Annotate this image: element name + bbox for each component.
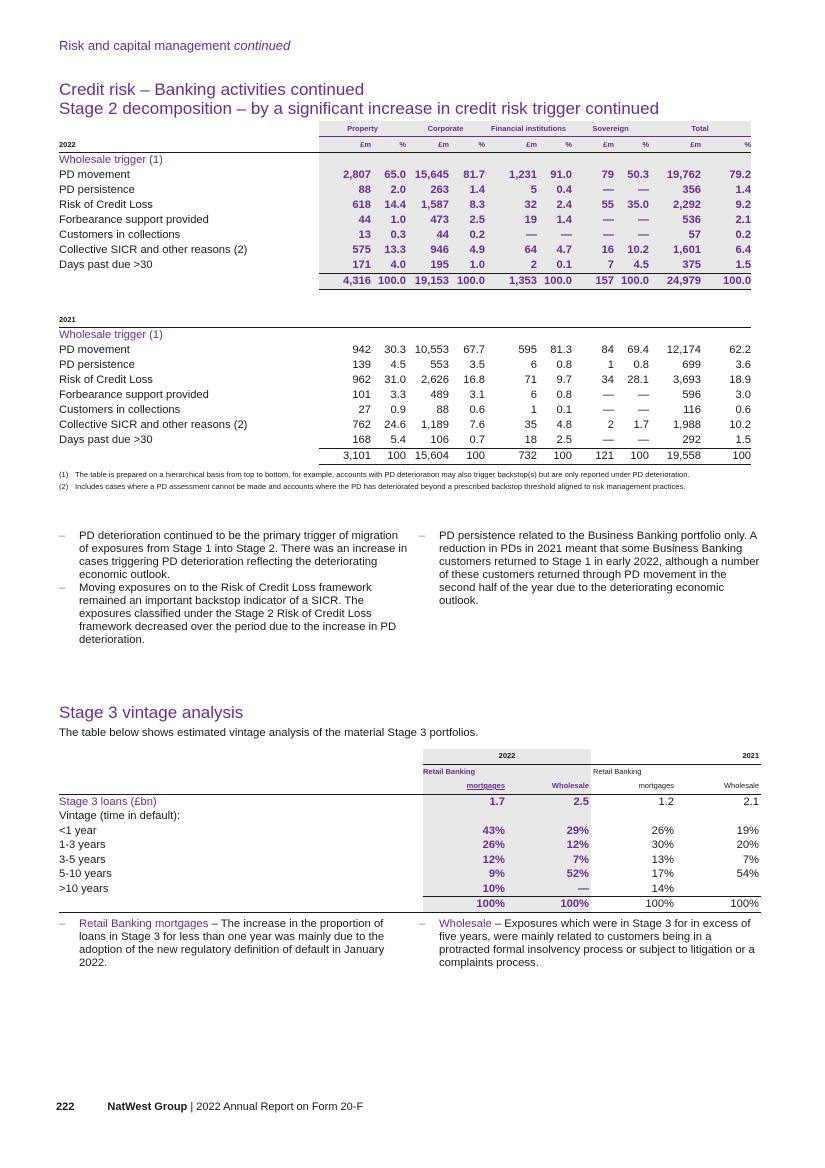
cell: 0.2 bbox=[701, 228, 751, 243]
table-row bbox=[59, 198, 751, 213]
total-cell: 3,101 bbox=[319, 449, 371, 465]
col-header-rbm-2021: Retail Banking mortgages bbox=[593, 766, 674, 790]
cell: 32 bbox=[485, 198, 537, 213]
cell: 1 bbox=[530, 404, 537, 416]
group-header-financial-institutions: Financial institutions bbox=[485, 121, 572, 137]
cell: 14% bbox=[651, 882, 674, 895]
unit-header: % bbox=[701, 137, 751, 153]
total-cell: 100 bbox=[701, 449, 751, 465]
cell: 30% bbox=[651, 839, 674, 851]
table-row bbox=[59, 853, 761, 868]
cell: 12% bbox=[507, 838, 591, 853]
cell: — bbox=[602, 404, 614, 416]
footnotes bbox=[59, 470, 759, 494]
cell: 43% bbox=[423, 824, 507, 839]
bullet-item: – PD deterioration continued to be the primary trigger of migration of exposures from Stage 1 into Stage 2. There was an increase in cases triggering PD deterioration reflecting the deteriorating economic outlook. bbox=[59, 530, 408, 581]
cell: 2.0 bbox=[371, 183, 406, 198]
cell: 2.5 bbox=[556, 434, 572, 446]
cell: 171 bbox=[319, 258, 371, 274]
year-header-2021: 2021 bbox=[591, 749, 761, 764]
cell: 1,988 bbox=[673, 419, 701, 431]
cell: 1,231 bbox=[485, 168, 537, 183]
cell: 2,807 bbox=[319, 168, 371, 183]
cell: 116 bbox=[683, 404, 701, 416]
cell: 16 bbox=[572, 243, 614, 258]
total-cell: 100.0 bbox=[701, 274, 751, 290]
cell: 10.2 bbox=[729, 419, 752, 431]
section-label: Wholesale trigger (1) bbox=[59, 154, 163, 166]
cell: 4.5 bbox=[390, 359, 406, 371]
cell: 15,645 bbox=[406, 168, 449, 183]
cell: 0.9 bbox=[390, 404, 406, 416]
title-block bbox=[59, 80, 759, 118]
cell: 69.4 bbox=[627, 344, 649, 356]
unit-header: £m bbox=[319, 137, 371, 153]
cell: 596 bbox=[682, 389, 701, 401]
total-cell: 100 bbox=[371, 449, 406, 465]
row-label: Collective SICR and other reasons (2) bbox=[59, 244, 248, 256]
table-2021 bbox=[59, 312, 751, 465]
table-row bbox=[59, 433, 751, 449]
col-header-wholesale-2021: Wholesale bbox=[723, 781, 759, 790]
vintage-label: Vintage (time in default): bbox=[59, 810, 181, 822]
commentary-left bbox=[59, 530, 409, 647]
cell: 1.4 bbox=[449, 183, 485, 198]
cell: 91.0 bbox=[537, 168, 572, 183]
table-row bbox=[59, 243, 751, 258]
row-label: <1 year bbox=[59, 824, 97, 837]
cell: 50.3 bbox=[614, 168, 649, 183]
cell: 84 bbox=[601, 344, 614, 356]
row-label: Customers in collections bbox=[59, 229, 181, 241]
section-header: Risk and capital management continued bbox=[59, 38, 291, 53]
cell: 10,553 bbox=[414, 344, 449, 356]
row-label: Forbearance support provided bbox=[59, 214, 209, 226]
total-cell: 100 bbox=[449, 449, 485, 465]
cell: 3.6 bbox=[735, 359, 752, 371]
total-cell: 121 bbox=[572, 449, 614, 465]
table-row bbox=[59, 228, 751, 243]
cell: 79 bbox=[572, 168, 614, 183]
total-cell: 100 bbox=[614, 449, 649, 465]
cell: 0.3 bbox=[371, 228, 406, 243]
cell: 2.4 bbox=[537, 198, 572, 213]
page-footer bbox=[56, 1101, 363, 1113]
page-number: 222 bbox=[56, 1101, 75, 1113]
cell: 536 bbox=[649, 213, 701, 228]
cell: 34 bbox=[601, 374, 614, 386]
group-header-total: Total bbox=[649, 121, 751, 137]
total-cell: 157 bbox=[572, 274, 614, 290]
year-label: 2021 bbox=[59, 312, 751, 328]
table-row bbox=[59, 373, 751, 388]
cell: 2 bbox=[485, 258, 537, 274]
cell: 4.9 bbox=[449, 243, 485, 258]
cell: 0.1 bbox=[556, 404, 572, 416]
cell: 2,292 bbox=[649, 198, 701, 213]
cell: 7 bbox=[572, 258, 614, 274]
cell: 14.4 bbox=[371, 198, 406, 213]
table-row bbox=[59, 358, 751, 373]
total-cell: 732 bbox=[485, 449, 537, 465]
loans-label: Stage 3 loans (£bn) bbox=[59, 795, 157, 808]
report-title: | 2022 Annual Report on Form 20-F bbox=[187, 1101, 364, 1113]
total-cell: 100.0 bbox=[614, 274, 649, 290]
unit-header: £m bbox=[572, 137, 614, 153]
cell: 67.7 bbox=[463, 344, 485, 356]
cell: 71 bbox=[524, 374, 537, 386]
unit-header: £m bbox=[649, 137, 701, 153]
cell: — bbox=[614, 228, 649, 243]
cell: 88 bbox=[436, 404, 449, 416]
cell: 1.2 bbox=[658, 795, 674, 808]
cell: 0.6 bbox=[735, 404, 752, 416]
cell: 9.7 bbox=[556, 374, 572, 386]
cell: 79.2 bbox=[701, 168, 751, 183]
total-cell: 100% bbox=[645, 898, 674, 910]
table-row bbox=[59, 838, 761, 853]
cell: 27 bbox=[358, 404, 371, 416]
total-cell: 100.0 bbox=[449, 274, 485, 290]
cell: 30.3 bbox=[384, 344, 406, 356]
cell: — bbox=[602, 389, 614, 401]
cell: 4.0 bbox=[371, 258, 406, 274]
cell: 5 bbox=[485, 183, 537, 198]
footnote: (1) The table is prepared on a hierarchical basis from top to bottom, for example, accounts with PD deterioration may also trigger backstop(s) but are only reported under PD deterioration. bbox=[59, 470, 690, 479]
cell: 1.0 bbox=[449, 258, 485, 274]
total-row bbox=[59, 274, 751, 290]
unit-header: £m bbox=[406, 137, 449, 153]
cell: 64 bbox=[485, 243, 537, 258]
cell: 19,762 bbox=[649, 168, 701, 183]
cell: 19 bbox=[485, 213, 537, 228]
row-label: Collective SICR and other reasons (2) bbox=[59, 419, 248, 431]
cell: 2 bbox=[607, 419, 614, 431]
table-row bbox=[59, 403, 751, 418]
cell: — bbox=[602, 434, 614, 446]
cell: 12,174 bbox=[666, 344, 701, 356]
cell: 2,626 bbox=[421, 374, 449, 386]
cell: 19% bbox=[736, 824, 759, 837]
bullet-item: – Retail Banking mortgages – The increase in the proportion of loans in Stage 3 for less than one year was mainly due to the adoption of the new regulatory definition of default in January 2022. bbox=[59, 918, 385, 969]
cell: 10% bbox=[423, 882, 507, 897]
cell: 1 bbox=[607, 359, 614, 371]
cell: 2.5 bbox=[507, 794, 591, 809]
cell: 0.4 bbox=[537, 183, 572, 198]
cell: 1.5 bbox=[701, 258, 751, 274]
col-header-wholesale-2022: Wholesale bbox=[507, 764, 591, 794]
cell: 1.7 bbox=[423, 794, 507, 809]
total-cell: 4,316 bbox=[319, 274, 371, 290]
cell: 31.0 bbox=[384, 374, 406, 386]
row-label: PD persistence bbox=[59, 184, 135, 196]
cell: 195 bbox=[406, 258, 449, 274]
cell: 575 bbox=[319, 243, 371, 258]
cell: 292 bbox=[682, 434, 701, 446]
row-label: PD movement bbox=[59, 344, 130, 356]
unit-header: % bbox=[614, 137, 649, 153]
cell: 139 bbox=[352, 359, 371, 371]
cell: 7% bbox=[742, 853, 759, 866]
group-header-property: Property bbox=[319, 121, 406, 137]
cell: 52% bbox=[507, 867, 591, 882]
cell: 81.3 bbox=[550, 344, 572, 356]
stage3-intro: The table below shows estimated vintage analysis of the material Stage 3 portfolios. bbox=[59, 727, 479, 739]
year-label: 2022 bbox=[59, 137, 319, 153]
cell: 24.6 bbox=[384, 419, 406, 431]
cell: — bbox=[507, 882, 591, 897]
cell: 44 bbox=[319, 213, 371, 228]
cell: 762 bbox=[352, 419, 371, 431]
year-header-2022: 2022 bbox=[423, 749, 591, 764]
table-2022 bbox=[59, 121, 751, 290]
table-row bbox=[59, 867, 761, 882]
brand-name: NatWest Group bbox=[107, 1101, 188, 1113]
cell: 6 bbox=[530, 359, 537, 371]
row-label: Forbearance support provided bbox=[59, 389, 209, 401]
cell: 1.0 bbox=[371, 213, 406, 228]
cell: 3,693 bbox=[673, 374, 701, 386]
table-row bbox=[59, 183, 751, 198]
table-row bbox=[59, 213, 751, 228]
vintage-commentary-left bbox=[59, 918, 409, 970]
unit-header: % bbox=[371, 137, 406, 153]
cell: — bbox=[614, 213, 649, 228]
col-header-rbm-2022: Retail Banking mortgages bbox=[423, 764, 507, 794]
cell: 618 bbox=[319, 198, 371, 213]
cell: 6.4 bbox=[701, 243, 751, 258]
cell: 962 bbox=[352, 374, 371, 386]
total-cell: 1,353 bbox=[485, 274, 537, 290]
vintage-commentary-right bbox=[419, 918, 764, 970]
cell: — bbox=[572, 213, 614, 228]
cell: 35 bbox=[524, 419, 537, 431]
cell bbox=[676, 882, 761, 897]
cell: 1.4 bbox=[537, 213, 572, 228]
total-cell: 100 bbox=[537, 449, 572, 465]
cell: 20% bbox=[736, 839, 759, 851]
page-subtitle: Stage 2 decomposition – by a significant increase in credit risk trigger continued bbox=[59, 99, 660, 118]
cell: 0.8 bbox=[633, 359, 649, 371]
table-row bbox=[59, 882, 761, 897]
cell: — bbox=[637, 389, 649, 401]
total-cell: 15,604 bbox=[406, 449, 449, 465]
cell: 1.4 bbox=[701, 183, 751, 198]
cell: 2.1 bbox=[743, 795, 759, 808]
cell: — bbox=[572, 183, 614, 198]
cell: 2.5 bbox=[449, 213, 485, 228]
row-label: Risk of Credit Loss bbox=[59, 199, 153, 211]
cell: 0.8 bbox=[556, 359, 572, 371]
cell: 5.4 bbox=[390, 434, 406, 446]
row-label: PD persistence bbox=[59, 359, 135, 371]
cell: 1.5 bbox=[735, 434, 752, 446]
cell: — bbox=[485, 228, 537, 243]
cell: 0.8 bbox=[556, 389, 572, 401]
cell: 13% bbox=[651, 853, 674, 866]
cell: 0.1 bbox=[537, 258, 572, 274]
cell: 7.6 bbox=[469, 419, 485, 431]
commentary-right bbox=[419, 530, 764, 608]
table-row bbox=[59, 258, 751, 274]
cell: 1,587 bbox=[406, 198, 449, 213]
cell: 54% bbox=[736, 868, 759, 880]
total-cell: 19,153 bbox=[406, 274, 449, 290]
cell: 44 bbox=[406, 228, 449, 243]
cell: 4.7 bbox=[537, 243, 572, 258]
cell: 3.1 bbox=[469, 389, 485, 401]
cell: 1.7 bbox=[633, 419, 649, 431]
cell: 88 bbox=[319, 183, 371, 198]
row-label: Days past due >30 bbox=[59, 434, 153, 447]
cell: 0.6 bbox=[469, 404, 485, 416]
total-cell: 24,979 bbox=[649, 274, 701, 290]
footnote: (2) Includes cases where a PD assessment cannot be made and accounts where the PD has deteriorated beyond a prescribed backstop threshold aligned to risk management practices. bbox=[59, 482, 686, 491]
cell: 6 bbox=[530, 389, 537, 401]
cell: 18.9 bbox=[729, 374, 752, 386]
cell: 4.8 bbox=[556, 419, 572, 431]
bullet-item: – Moving exposures on to the Risk of Credit Loss framework remained an important backstop indicator of a SICR. The exposures classified under the Stage 2 Risk of Credit Loss framework decreased over the period due to the increase in PD deterioration. bbox=[59, 582, 397, 646]
cell: 946 bbox=[406, 243, 449, 258]
cell: 375 bbox=[649, 258, 701, 274]
cell: 106 bbox=[430, 434, 449, 446]
cell: 13.3 bbox=[371, 243, 406, 258]
cell: 65.0 bbox=[371, 168, 406, 183]
cell: 1,189 bbox=[421, 419, 449, 431]
cell: 168 bbox=[352, 434, 371, 446]
row-label: PD movement bbox=[59, 169, 130, 181]
cell: 595 bbox=[518, 344, 537, 356]
cell: 8.3 bbox=[449, 198, 485, 213]
row-label: Customers in collections bbox=[59, 404, 181, 416]
cell: 356 bbox=[649, 183, 701, 198]
total-cell: 100.0 bbox=[537, 274, 572, 290]
group-header-sovereign: Sovereign bbox=[572, 121, 649, 137]
cell: 10.2 bbox=[614, 243, 649, 258]
cell: 1,601 bbox=[649, 243, 701, 258]
row-label: 3-5 years bbox=[59, 853, 106, 866]
group-header-corporate: Corporate bbox=[406, 121, 485, 137]
bullet-item: – PD persistence related to the Business Banking portfolio only. A reduction in PDs in 2021 meant that some Business Banking customers returned to Stage 1 in early 2022, although a number of these customers returned through PD movement in the second half of the year due to the deteriorating economic outlook. bbox=[419, 530, 760, 607]
unit-header: £m bbox=[485, 137, 537, 153]
cell: 81.7 bbox=[449, 168, 485, 183]
row-label: >10 years bbox=[59, 882, 109, 895]
cell: 29% bbox=[507, 824, 591, 839]
total-row bbox=[59, 449, 751, 465]
cell: 942 bbox=[352, 344, 371, 356]
table-row bbox=[59, 824, 761, 839]
row-label: Days past due >30 bbox=[59, 259, 153, 272]
cell: — bbox=[637, 404, 649, 416]
cell: 263 bbox=[406, 183, 449, 198]
cell: 55 bbox=[572, 198, 614, 213]
bullet-item: – Wholesale – Exposures which were in Stage 3 for in excess of five years, were mainly related to customers being in a protracted formal insolvency process or subject to litigation or a complaints process. bbox=[419, 918, 755, 969]
unit-header: % bbox=[537, 137, 572, 153]
total-cell: 100.0 bbox=[371, 274, 406, 290]
cell: 12% bbox=[423, 853, 507, 868]
cell: 18 bbox=[524, 434, 537, 446]
cell: 0.7 bbox=[469, 434, 485, 446]
section-label: Wholesale trigger (1) bbox=[59, 329, 163, 341]
row-label: Risk of Credit Loss bbox=[59, 374, 153, 386]
cell: 3.0 bbox=[735, 389, 752, 401]
cell: 3.5 bbox=[469, 359, 485, 371]
cell: — bbox=[637, 434, 649, 446]
cell: 553 bbox=[430, 359, 449, 371]
cell: 4.5 bbox=[614, 258, 649, 274]
cell: 62.2 bbox=[729, 344, 752, 356]
cell: 101 bbox=[352, 389, 371, 401]
cell: 57 bbox=[649, 228, 701, 243]
cell: 473 bbox=[406, 213, 449, 228]
cell: 26% bbox=[651, 824, 674, 837]
table-row bbox=[59, 168, 751, 183]
cell: 9.2 bbox=[701, 198, 751, 213]
page-title: Credit risk – Banking activities continued bbox=[59, 80, 365, 99]
total-cell: 100% bbox=[423, 897, 507, 913]
cell: 28.1 bbox=[627, 374, 649, 386]
cell: 0.2 bbox=[449, 228, 485, 243]
total-cell: 19,558 bbox=[649, 449, 701, 465]
cell: 9% bbox=[423, 867, 507, 882]
cell: 13 bbox=[319, 228, 371, 243]
cell: 699 bbox=[682, 359, 701, 371]
cell: 17% bbox=[651, 868, 674, 880]
cell: — bbox=[572, 228, 614, 243]
row-label: 1-3 years bbox=[59, 839, 106, 851]
cell: 35.0 bbox=[614, 198, 649, 213]
cell: 7% bbox=[507, 853, 591, 868]
total-cell: 100% bbox=[730, 898, 759, 910]
row-label: 5-10 years bbox=[59, 868, 112, 880]
cell: — bbox=[537, 228, 572, 243]
table-stage3-vintage bbox=[59, 749, 761, 913]
cell: 3.3 bbox=[390, 389, 406, 401]
table-row bbox=[59, 343, 751, 358]
stage3-title: Stage 3 vintage analysis bbox=[59, 703, 244, 722]
unit-header: % bbox=[449, 137, 485, 153]
cell: — bbox=[614, 183, 649, 198]
table-row bbox=[59, 388, 751, 403]
table-row bbox=[59, 418, 751, 433]
cell: 16.8 bbox=[463, 374, 485, 386]
cell: 26% bbox=[423, 838, 507, 853]
total-cell: 100% bbox=[507, 897, 591, 913]
cell: 489 bbox=[430, 389, 449, 401]
cell: 2.1 bbox=[701, 213, 751, 228]
